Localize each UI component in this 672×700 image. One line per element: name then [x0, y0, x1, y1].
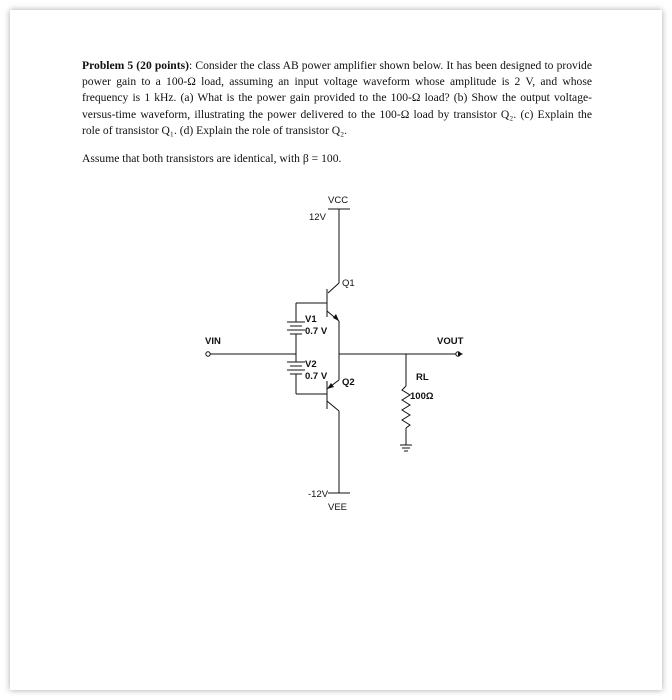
q2-collector [327, 401, 339, 411]
problem-colon: : [189, 59, 193, 72]
q1-label: Q1 [342, 278, 355, 289]
vcc-value: 12V [309, 212, 326, 223]
vcc-label: VCC [328, 195, 349, 206]
assumption-text: Assume that both transistors are identical, with β = 100. [82, 152, 342, 165]
rl-name: RL [416, 372, 429, 383]
vout-label: VOUT [437, 336, 464, 347]
vin-terminal [206, 352, 210, 356]
problem-body: Consider the class AB power amplifier shown below. It has been designed to provide power gain to a 100-Ω load, assuming an input voltage waveform whose amplitude is 2 V, and whose frequency is 1 kHz. (a) What is the power gain provided to the 100-Ω load? (b) Show the output voltage-versus-time waveform, illustrating the power delivered to the 100-Ω load by transistor Q₂. (c) Explain the role of transistor Q₁. (d) Explain the role of transistor Q₂. [82, 59, 592, 137]
v2-value: 0.7 V [305, 371, 328, 382]
q2-label: Q2 [342, 377, 355, 388]
q1-emitter-arrow [333, 314, 339, 321]
problem-heading: Problem 5 (20 points) [82, 59, 189, 72]
vee-label: VEE [328, 502, 348, 513]
vout-arrow [458, 352, 463, 357]
rl-resistor [402, 386, 410, 428]
vin-label: VIN [205, 336, 221, 347]
q1-collector [328, 283, 339, 293]
v2-name: V2 [305, 359, 317, 370]
v1-name: V1 [305, 314, 317, 325]
q2-emitter-arrow [327, 383, 334, 389]
v1-value: 0.7 V [305, 326, 328, 337]
vee-value: -12V [308, 489, 329, 500]
rl-value: 100Ω [410, 391, 434, 402]
